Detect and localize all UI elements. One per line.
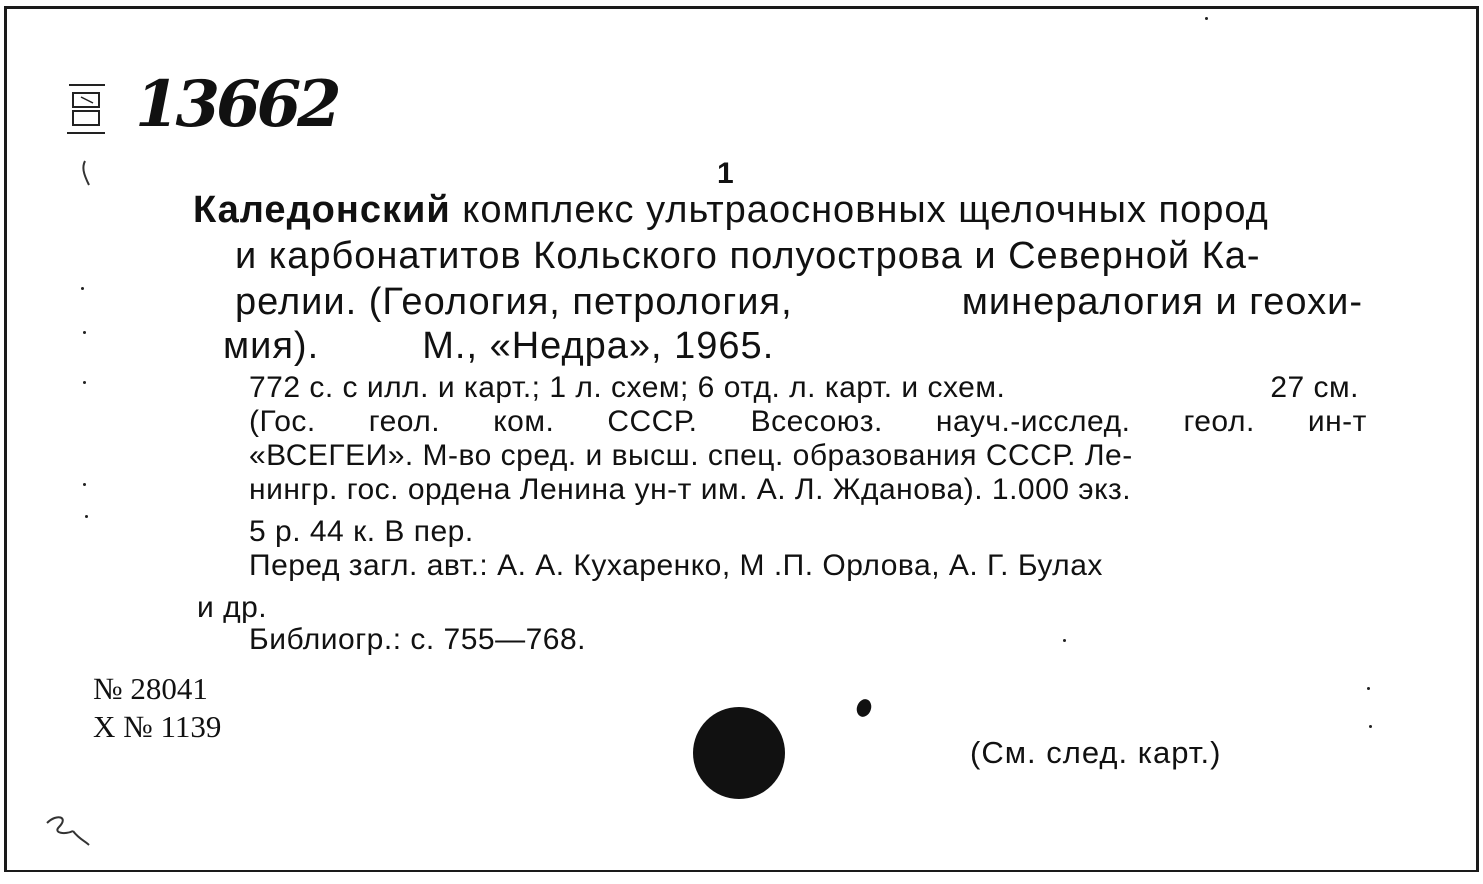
speck xyxy=(83,483,86,486)
collation-word: Всесоюз. xyxy=(750,405,883,438)
collation-line-2 xyxy=(249,407,1367,437)
collation-line-1 xyxy=(249,373,1359,403)
title-line-2: и карбонатитов Кольского полуострова и Северной Ка- xyxy=(235,235,1261,277)
library-stamp-icon xyxy=(65,79,111,143)
continuation-note: (См. след. карт.) xyxy=(970,735,1222,770)
collation-line-1a: 772 с. с илл. и карт.; 1 л. схем; 6 отд. л. карт. и схем. xyxy=(249,371,1006,404)
authors-note: Перед загл. авт.: А. А. Кухаренко, М .П. Орлова, А. Г. Булах xyxy=(249,549,1103,582)
collation-word: геол. xyxy=(368,405,441,438)
title-line-4a: мия). xyxy=(223,325,320,367)
title-line-3b: минералогия и геохи- xyxy=(961,281,1363,323)
title-line-1 xyxy=(193,191,1269,229)
x-registry-number: Х № 1139 xyxy=(93,709,222,744)
title-line-1-rest: комплекс ультраосновных щелочных пород xyxy=(462,189,1269,231)
speck xyxy=(83,331,86,334)
title-heading-word: Каледонский xyxy=(193,189,451,231)
pencil-mark-icon xyxy=(43,811,95,851)
title-line-3a: релии. (Геология, петрология, xyxy=(235,281,793,323)
collation-word: ком. xyxy=(493,405,555,438)
speck xyxy=(1063,639,1066,642)
punch-hole-icon xyxy=(693,707,785,799)
call-number: 13662 xyxy=(135,67,338,142)
collation-line-4: нингр. гос. ордена Ленина ун-т им. А. Л. Жданова). 1.000 экз. xyxy=(249,473,1132,506)
collation-word: СССР. xyxy=(607,405,698,438)
registry-number: № 28041 xyxy=(93,671,208,706)
speck xyxy=(85,515,88,518)
imprint: М., «Недра», 1965. xyxy=(422,325,775,367)
speck xyxy=(1369,725,1372,728)
collation-word: геол. xyxy=(1183,405,1255,438)
catalog-card xyxy=(4,6,1479,872)
authors-note-cont: и др. xyxy=(197,591,268,624)
page-mark: 1 xyxy=(717,157,734,190)
collation-line-5: 5 р. 44 к. В пер. xyxy=(249,515,474,548)
collation-word: науч.-исслед. xyxy=(935,405,1131,438)
title-line-4 xyxy=(223,327,774,365)
ink-blot-icon xyxy=(854,697,873,719)
title-line-3 xyxy=(235,283,1363,321)
bibliography-note: Библиогр.: с. 755—768. xyxy=(249,623,586,656)
speck xyxy=(1205,17,1208,20)
collation-line-3: «ВСЕГЕИ». М-во сред. и высш. спец. образования СССР. Ле- xyxy=(249,439,1133,472)
speck xyxy=(81,287,84,290)
pencil-mark-icon xyxy=(79,159,93,189)
collation-size: 27 см. xyxy=(1270,371,1359,404)
collation-word: (Гос. xyxy=(249,405,316,438)
speck xyxy=(1367,687,1370,690)
collation-word: ин-т xyxy=(1307,405,1367,438)
speck xyxy=(83,381,86,384)
